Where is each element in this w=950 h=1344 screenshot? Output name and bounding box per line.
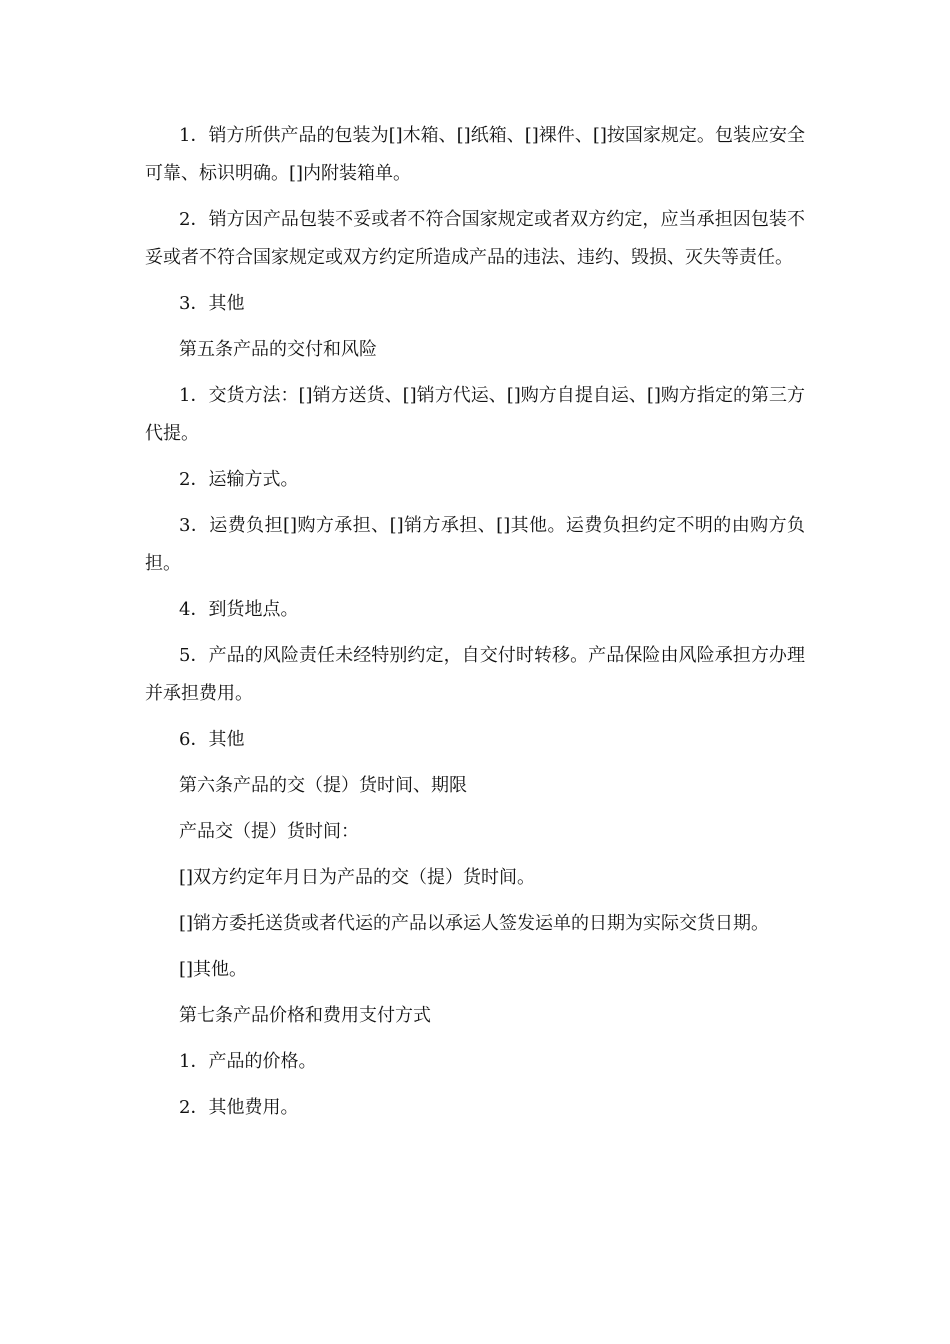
clause-risk-transfer: 5．产品的风险责任未经特别约定，自交付时转移。产品保险由风险承担方办理并承担费用。 [145, 645, 805, 704]
option-agreed-date: []双方约定年月日为产品的交（提）货时间。 [179, 867, 536, 888]
clause-arrival-place: 4．到货地点。 [179, 599, 299, 620]
article-seven-heading: 第七条产品价格和费用支付方式 [179, 1005, 431, 1026]
option-waybill-date: []销方委托送货或者代运的产品以承运人签发运单的日期为实际交货日期。 [179, 913, 770, 934]
clause-transport-mode: 2．运输方式。 [179, 469, 299, 490]
article-five-heading: 第五条产品的交付和风险 [179, 339, 377, 360]
article-six-heading: 第六条产品的交（提）货时间、期限 [179, 775, 467, 796]
clause-delivery-other: 6．其他 [179, 729, 245, 750]
clause-packaging-type: 1．销方所供产品的包装为[]木箱、[]纸箱、[]裸件、[]按国家规定。包装应安全可靠、标识明确。[]内附装箱单。 [145, 125, 805, 184]
clause-delivery-method: 1．交货方法：[]销方送货、[]销方代运、[]购方自提自运、[]购方指定的第三方代提。 [145, 385, 805, 444]
clause-packaging-other: 3．其他 [179, 293, 245, 314]
option-time-other: []其他。 [179, 959, 248, 980]
clause-product-price: 1．产品的价格。 [179, 1051, 317, 1072]
clause-freight-cost: 3．运费负担[]购方承担、[]销方承担、[]其他。运费负担约定不明的由购方负担。 [145, 515, 805, 574]
clause-other-fees: 2．其他费用。 [179, 1097, 299, 1118]
document-body [145, 117, 805, 1135]
delivery-time-label: 产品交（提）货时间： [179, 821, 359, 842]
clause-packaging-liability: 2．销方因产品包装不妥或者不符合国家规定或者双方约定，应当承担因包装不妥或者不符合国家规定或双方约定所造成产品的违法、违约、毁损、灭失等责任。 [145, 209, 805, 268]
